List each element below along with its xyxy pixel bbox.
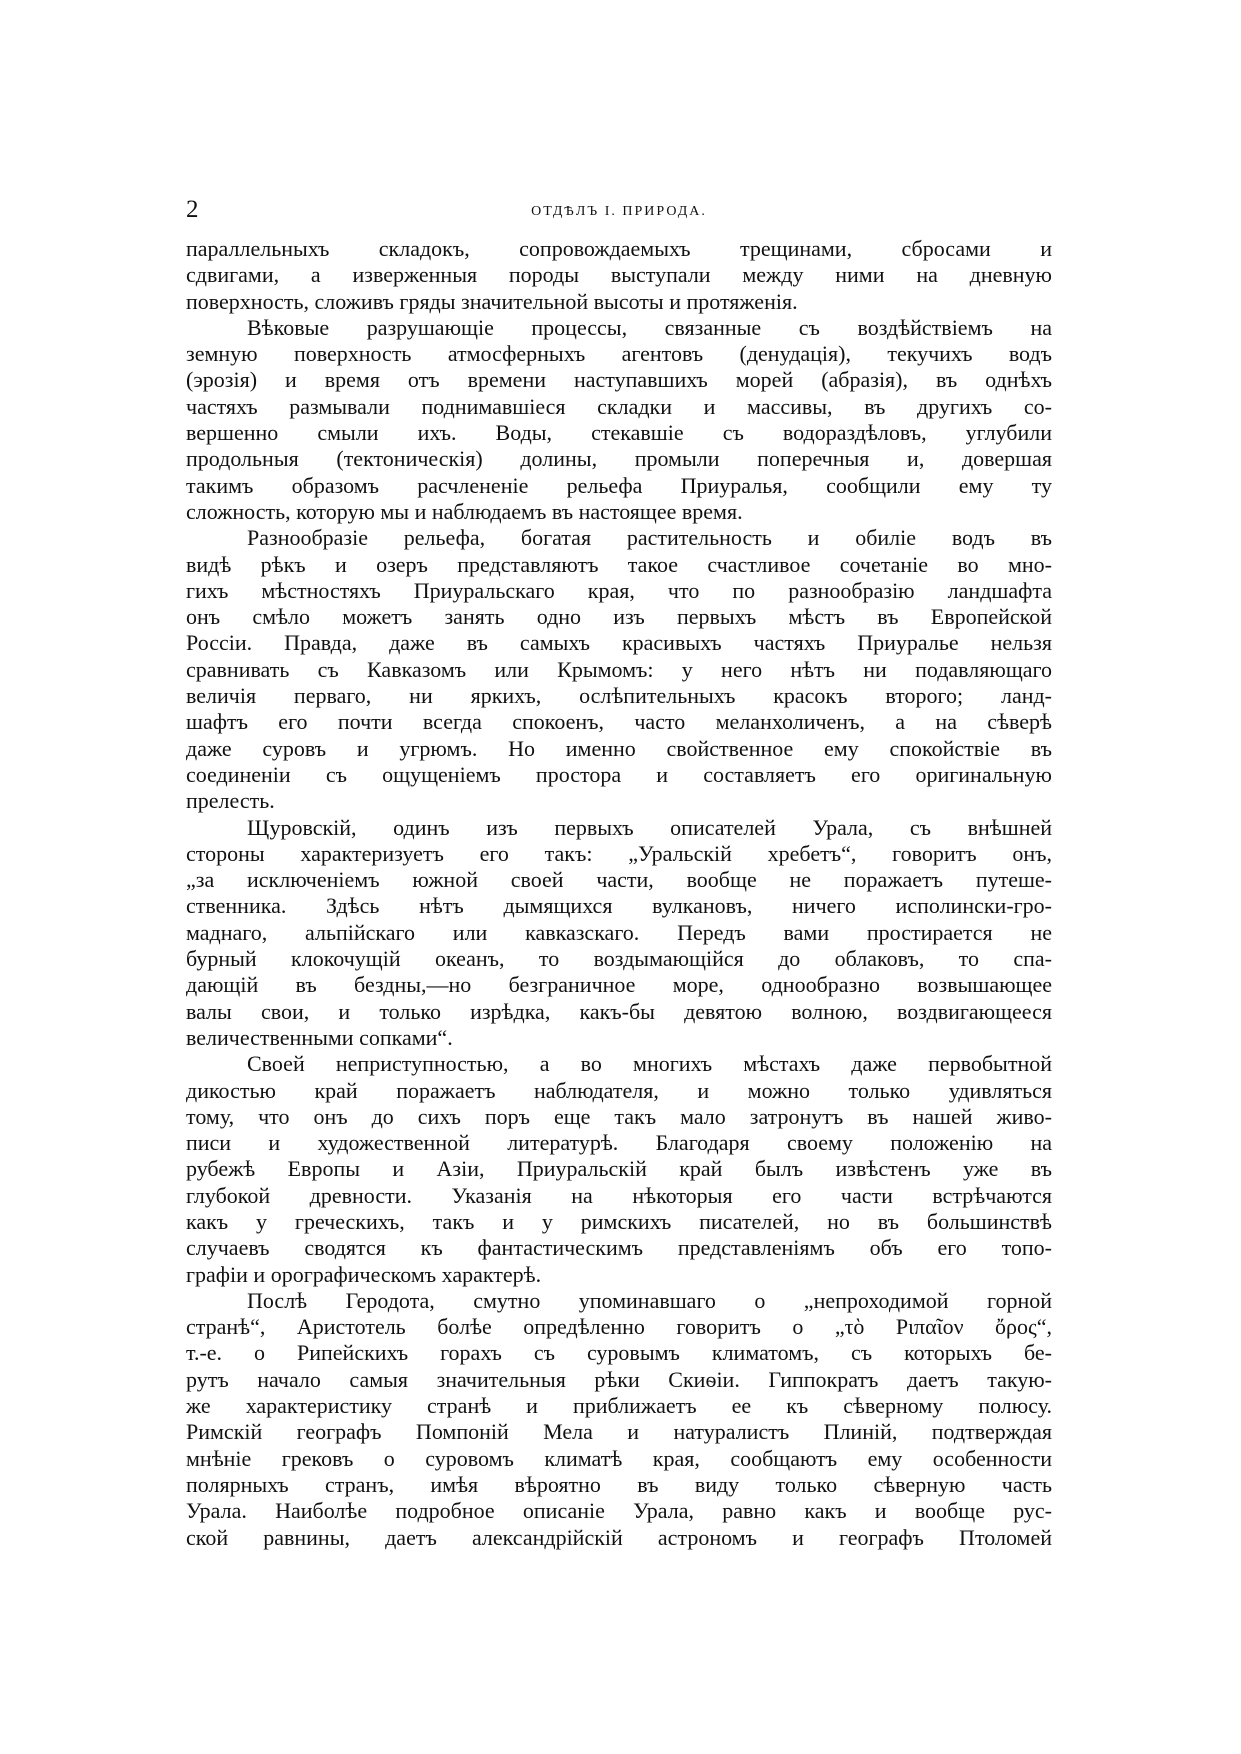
text-line: странѣ“, Аристотель болѣе опредѣленно говоритъ о „τὸ Ριπαῖον ὄρος“, <box>186 1314 1052 1340</box>
text-line: „за исключеніемъ южной своей части, вообще не поражаетъ путеше- <box>186 867 1052 893</box>
text-line: такимъ образомъ расчлененіе рельефа Приуралья, сообщили ему ту <box>186 472 1052 498</box>
text-line: Послѣ Геродота, смутно упоминавшаго о „непроходимой горной <box>247 1287 1052 1313</box>
text-line: величія перваго, ни яркихъ, ослѣпительныхъ красокъ второго; ланд- <box>186 683 1052 709</box>
text-line: маднаго, альпійскаго или кавказскаго. Передъ вами простирается не <box>186 919 1052 945</box>
text-line: рутъ начало самыя значительныя рѣки Скиѳіи. Гиппократъ даетъ такую- <box>186 1366 1052 1392</box>
text-line: земную поверхность атмосферныхъ агентовъ (денудація), текучихъ водъ <box>186 341 1052 367</box>
text-line: Разнообразіе рельефа, богатая растительность и обиліе водъ въ <box>247 525 1052 551</box>
text-line: Римскій географъ Помпоній Мела и натуралистъ Плиній, подтверждая <box>186 1419 1052 1445</box>
text-line: Щуровскій, одинъ изъ первыхъ описателей Урала, съ внѣшней <box>247 814 1052 840</box>
text-line: тому, что онъ до сихъ поръ еще такъ мало затронутъ въ нашей живо- <box>186 1103 1052 1129</box>
text-line: величественными сопками“. <box>186 1024 453 1050</box>
text-line: ской равнины, даетъ александрійскій астрономъ и географъ Птоломей <box>186 1524 1052 1550</box>
paragraph <box>186 1288 1052 1551</box>
text-line: писи и художественной литературѣ. Благодаря своему положенію на <box>186 1130 1052 1156</box>
text-line: вершенно смыли ихъ. Воды, стекавшіе съ водораздѣловъ, углубили <box>186 420 1052 446</box>
text-line: онъ смѣло можетъ занять одно изъ первыхъ мѣстъ въ Европейской <box>186 604 1052 630</box>
text-line: прелесть. <box>186 788 275 814</box>
paragraph <box>186 236 1052 315</box>
text-line: графіи и орографическомъ характерѣ. <box>186 1261 542 1287</box>
text-line: бурный клокочущій океанъ, то воздымающійся до облаковъ, то спа- <box>186 946 1052 972</box>
paragraph <box>186 525 1052 814</box>
text-line: даже суровъ и угрюмъ. Но именно свойственное ему спокойствіе въ <box>186 735 1052 761</box>
text-line: т.-е. о Рипейскихъ горахъ съ суровымъ климатомъ, съ которыхъ бе- <box>186 1340 1052 1366</box>
text-line: дикостью край поражаетъ наблюдателя, и можно только удивляться <box>186 1077 1052 1103</box>
text-line: валы свои, и только изрѣдка, какъ-бы девятою волною, воздвигающееся <box>186 998 1052 1024</box>
text-line: рубежѣ Европы и Азіи, Приуральскій край былъ извѣстенъ уже въ <box>186 1156 1052 1182</box>
text-line: же характеристику странѣ и приближаетъ ее къ сѣверному полюсу. <box>186 1393 1052 1419</box>
page-header <box>186 196 1052 226</box>
text-line: видѣ рѣкъ и озеръ представляютъ такое счастливое сочетаніе во мно- <box>186 551 1052 577</box>
text-line: сдвигами, а изверженныя породы выступали между ними на дневную <box>186 262 1052 288</box>
text-line: параллельныхъ складокъ, сопровождаемыхъ трещинами, сбросами и <box>186 236 1052 261</box>
text-line: гихъ мѣстностяхъ Приуральскаго края, что по разнообразію ландшафта <box>186 577 1052 603</box>
text-line: (эрозія) и время отъ времени наступавшихъ морей (абразія), въ однѣхъ <box>186 367 1052 393</box>
text-line: Вѣковые разрушающіе процессы, связанные съ воздѣйствіемъ на <box>247 314 1052 340</box>
text-line: стороны характеризуетъ его такъ: „Уральскій хребетъ“, говоритъ онъ, <box>186 840 1052 866</box>
text-line: поверхность, сложивъ гряды значительной высоты и протяженія. <box>186 288 798 314</box>
text-line: Своей неприступностью, а во многихъ мѣстахъ даже первобытной <box>247 1051 1052 1077</box>
text-line: Россіи. Правда, даже въ самыхъ красивыхъ частяхъ Приуралье нельзя <box>186 630 1052 656</box>
paragraph <box>186 315 1052 525</box>
text-line: дающій въ бездны,—но безграничное море, однообразно возвышающее <box>186 972 1052 998</box>
text-line: ственника. Здѣсь нѣтъ дымящихся вулкановъ, ничего исполински-гро- <box>186 893 1052 919</box>
text-line: продольныя (тектоническія) долины, промыли поперечныя и, довершая <box>186 446 1052 472</box>
paragraph <box>186 1051 1052 1288</box>
text-line: мнѣніе грековъ о суровомъ климатѣ края, сообщаютъ ему особенности <box>186 1445 1052 1471</box>
text-line: полярныхъ странъ, имѣя вѣроятно въ виду только сѣверную часть <box>186 1471 1052 1497</box>
paragraph <box>186 815 1052 1052</box>
text-line: Урала. Наиболѣе подробное описаніе Урала, равно какъ и вообще рус- <box>186 1498 1052 1524</box>
text-line: случаевъ сводятся къ фантастическимъ представленіямъ объ его топо- <box>186 1235 1052 1261</box>
text-line: сложность, которую мы и наблюдаемъ въ настоящее время. <box>186 498 743 524</box>
text-line: сравнивать съ Кавказомъ или Крымомъ: у него нѣтъ ни подавляющаго <box>186 656 1052 682</box>
body-text <box>186 236 1052 1551</box>
text-line: соединеніи съ ощущеніемъ простора и составляетъ его оригинальную <box>186 761 1052 787</box>
page-number: 2 <box>186 196 199 223</box>
running-title: ОТДѢЛЪ I. ПРИРОДА. <box>531 204 707 219</box>
text-line: частяхъ размывали поднимавшіеся складки и массивы, въ другихъ со- <box>186 393 1052 419</box>
text-line: глубокой древности. Указанія на нѣкоторыя его части встрѣчаются <box>186 1182 1052 1208</box>
text-line: какъ у греческихъ, такъ и у римскихъ писателей, но въ большинствѣ <box>186 1208 1052 1234</box>
text-line: шафтъ его почти всегда спокоенъ, часто меланхоличенъ, а на сѣверѣ <box>186 709 1052 735</box>
